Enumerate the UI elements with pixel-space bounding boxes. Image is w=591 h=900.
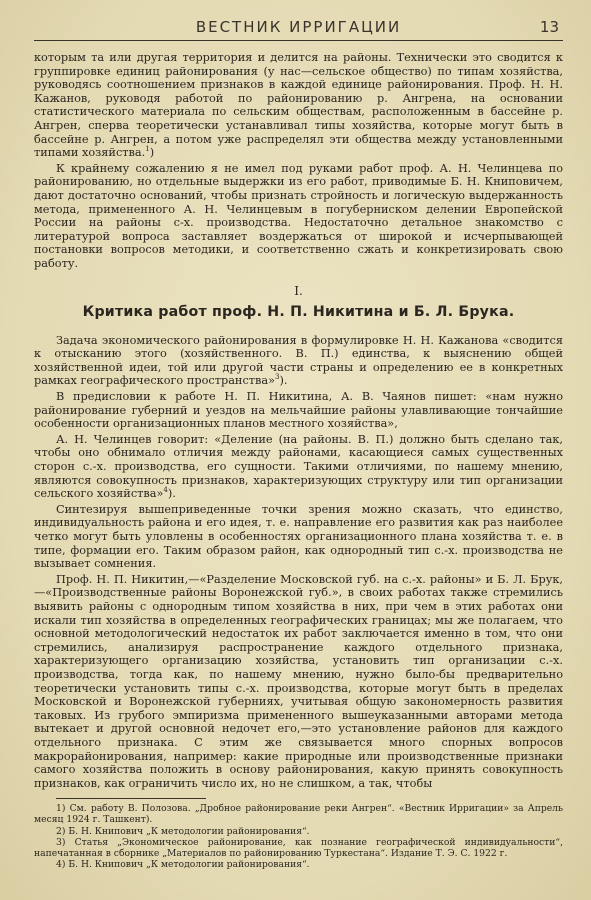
page-number: 13 <box>539 18 559 36</box>
journal-title: ВЕСТНИК ИРРИГАЦИИ <box>195 18 402 36</box>
footnotes <box>34 803 563 870</box>
body-paragraph: В предисловии к работе Н. П. Никитина, А. В. Чаянов пишет: «нам нужно районирование губерний и уездов на мельчайшие районы улавливающие тончайшие особенности организационных планов местного хозяйства», <box>34 390 563 431</box>
body-paragraph: А. Н. Челинцев говорит: «Деление (на районы. В. П.) должно быть сделано так, чтобы оно обнимало отличия между районами, касающиеся самых существенных сторон с.-х. производства, его сущности. Такими отличиями, по нашему мнению, являются совокупность признаков, характеризующих структуру или тип организации сельского хозяйства»$^4$). <box>34 432 563 501</box>
body-paragraph: Синтезируя вышеприведенные точки зрения можно сказать, что единство, индивидуальность района и его идея, т. е. направление его развития как раз наиболее четко могут быть уловлены в особенностях организационного плана хозяйства т. е. в типе, формации его. Таким образом район, как однородный тип с.-х. производства не вызывает сомнения. <box>34 502 563 571</box>
footnote: 4) Б. Н. Книпович „К методологии районирования“. <box>56 859 310 871</box>
footnote: 1) См. работу В. Полозова. „Дробное районирование реки Ангрен“. «Вестник Ирригации» за Апрель месяц 1924 г. Ташкент). <box>34 803 563 826</box>
page-header <box>34 14 563 41</box>
intro-paragraph: К крайнему сожалению я не имел под руками работ проф. А. Н. Челинцева по районированию, но отдельные выдержки из его работ, приводимые Б. Н. Книповичем, дают достаточно оснований, чтобы признать стройность и логическую выдержанность метода, примененного А. Н. Челинцевым в погуберниском делении Европейской России на районы с-х. производства. Недостаточно детальное знакомство с литературой вопроса заставляет воздержаться от широкой и исчерпывающей постановки вопросов методики, и соответственно сжать и конкретизировать свою работу. <box>34 161 563 270</box>
footnote: 3) Статья „Экономическое районирование, как познание географической индивидуальности“, напечатанная в сборнике „Материалов по районированию Туркестана“. Издание Т. Э. С. 1922 г. <box>34 836 563 860</box>
intro-paragraph: которым та или другая территория и делится на районы. Технически это сводится к группировке единиц районирования (у нас—сельское общество) по типам хозяйства, руководясь соотношением признаков в каждой единице районирования. Проф. Н. Н. Кажанов, руководя работой по районированию р. Ангрена, на основании статистического материала по сельским обществам, расположенным в бассейне р. Ангрен, сперва теоретически устанавливал типы хозяйства, которые могут быть в бассейне р. Ангрен, а потом уже распределял эти общества между установленными типами хозяйства.$^1$) <box>34 51 563 160</box>
body-paragraph: Задача экономического районирования в формулировке Н. Н. Кажанова «сводится к отысканию этого (хозяйственного. В. П.) единства, к выяснению общей хозяйственной идеи, той или другой части страны и определению ее в конкретных рамках географического пространства»$^3$). <box>34 333 563 388</box>
section-heading: Критика работ проф. Н. П. Никитина и Б. Л. Брука. <box>82 304 515 321</box>
footnote: 2) Б. Н. Книпович „К методологии районирования“. <box>56 825 310 837</box>
section-number: I. <box>294 283 303 298</box>
article-body <box>34 51 563 790</box>
footnote-divider <box>56 798 206 799</box>
body-paragraph: Проф. Н. П. Никитин,—«Разделение Московской губ. на с.-х. районы» и Б. Л. Брук,—«Производственные районы Воронежской губ.», в своих работах также стремились выявить районы с однородным типом хозяйства в них, при чем в этих работах они искали тип хозяйства в определенных географических границах; мы же полагаем, что основной методологический недостаток их работ заключается именно в том, что они стремились, анализируя распространение каждого отдельного признака, характеризующего организацию хозяйства, установить тип организации с.-х. производства, тогда как, по нашему мнению, нужно было-бы предварительно теоретически установить типы с.-х. производства, которые могут быть в пределах Московской и Воронежской губерниях, учитывая общую закономерность развития таковых. Из грубого эмпиризма примененного вышеуказанными авторами метода вытекает и другой основной недочет его,—это установление районов для каждого отдельного признака. С этим же связывается много спорных вопросов макрорайонирования, например: какие природные или производственные признаки самого хозяйства положить в основу районирования, какую принять совокупность признаков, как ограничить число их, но не слишком, а так, чтобы <box>34 572 563 790</box>
